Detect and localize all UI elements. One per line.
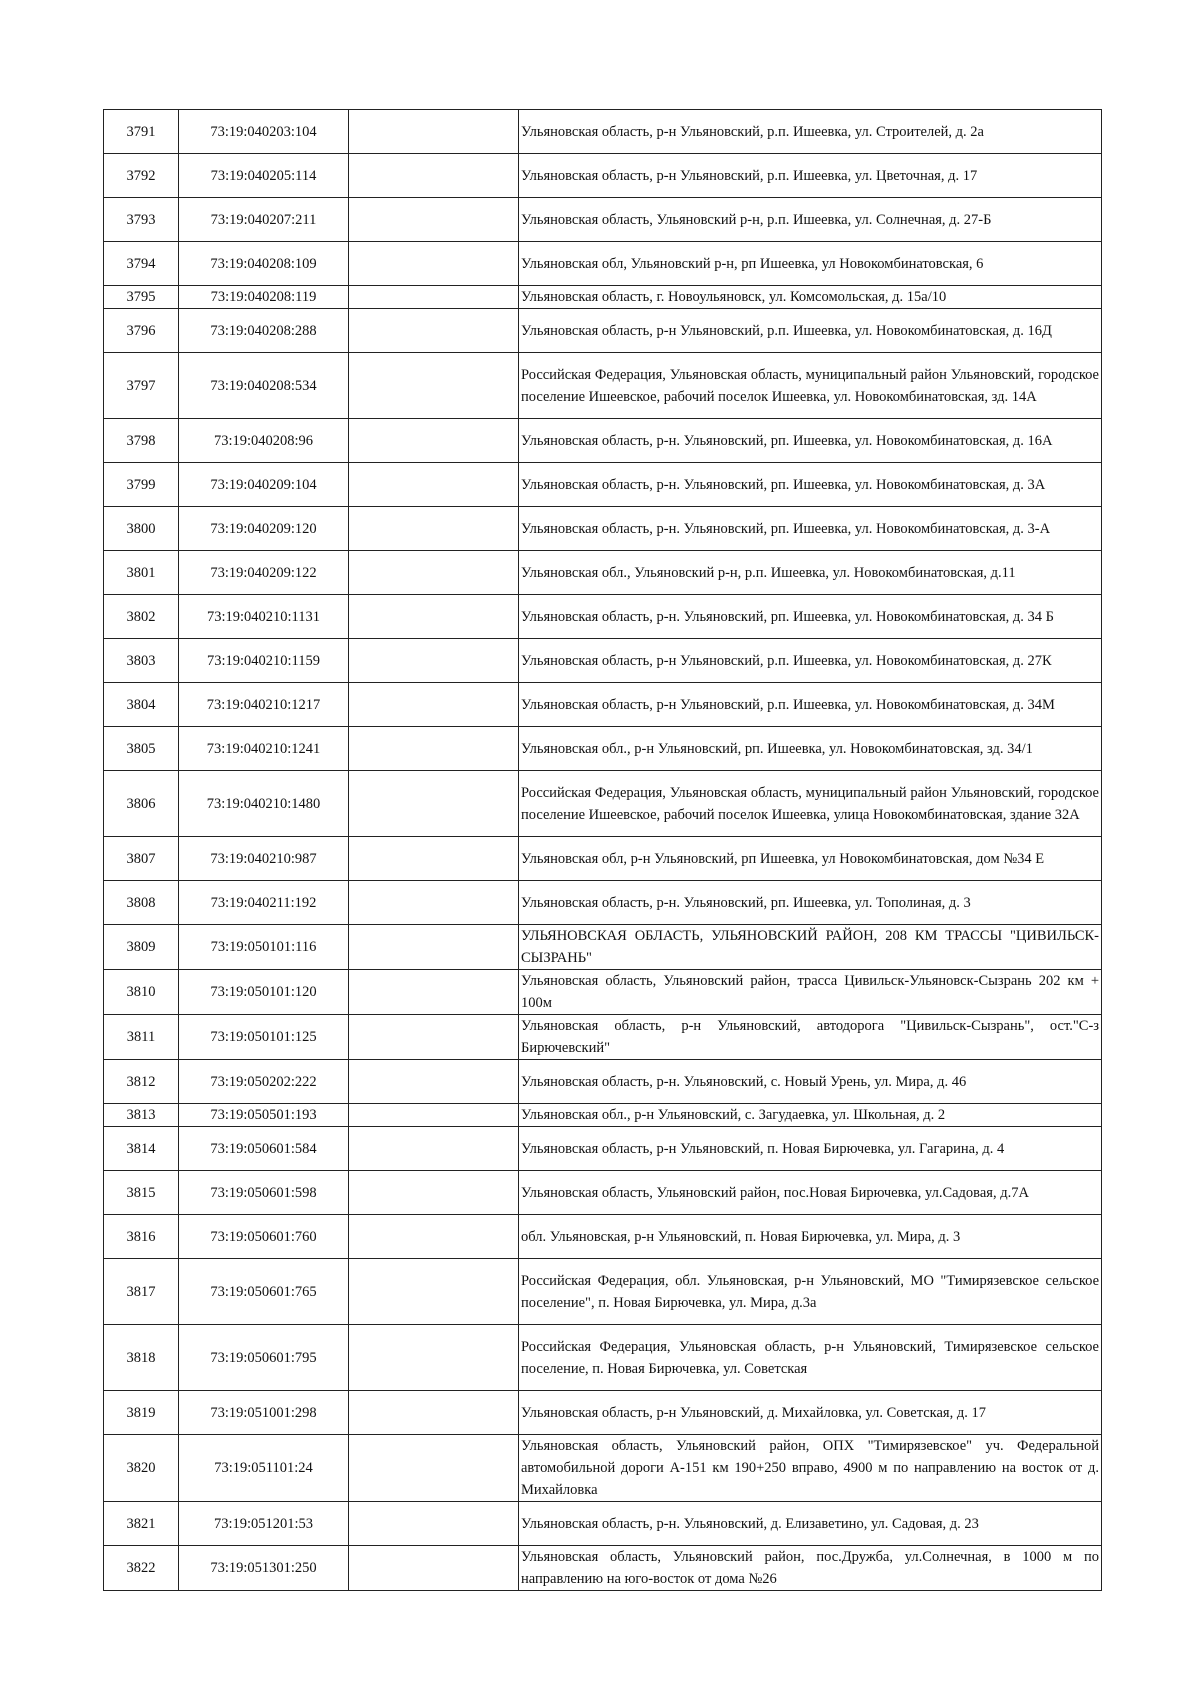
address-cell: обл. Ульяновская, р-н Ульяновский, п. Новая Бирючевка, ул. Мира, д. 3 <box>519 1215 1102 1259</box>
row-number: 3820 <box>104 1435 179 1502</box>
table-row <box>104 683 1102 727</box>
cadastral-number: 73:19:050601:598 <box>179 1171 349 1215</box>
cadastral-number: 73:19:040209:122 <box>179 551 349 595</box>
cadastral-number: 73:19:050202:222 <box>179 1060 349 1104</box>
empty-cell <box>349 881 519 925</box>
address-cell: Ульяновская область, Ульяновский район, пос.Новая Бирючевка, ул.Садовая, д.7А <box>519 1171 1102 1215</box>
table-row <box>104 639 1102 683</box>
empty-cell <box>349 353 519 419</box>
empty-cell <box>349 419 519 463</box>
table-row <box>104 970 1102 1015</box>
empty-cell <box>349 1391 519 1435</box>
cadastral-number: 73:19:040211:192 <box>179 881 349 925</box>
table-row <box>104 1060 1102 1104</box>
empty-cell <box>349 154 519 198</box>
cadastral-number: 73:19:050101:125 <box>179 1015 349 1060</box>
row-number: 3809 <box>104 925 179 970</box>
address-cell: Ульяновская обл., Ульяновский р-н, р.п. Ишеевка, ул. Новокомбинатовская, д.11 <box>519 551 1102 595</box>
cadastral-number: 73:19:051201:53 <box>179 1502 349 1546</box>
table-row <box>104 1215 1102 1259</box>
cadastral-number: 73:19:040203:104 <box>179 110 349 154</box>
empty-cell <box>349 1015 519 1060</box>
address-cell: Российская Федерация, Ульяновская область, муниципальный район Ульяновский, городское поселение Ишеевское, рабочий поселок Ишеевка, улица Новокомбинатовская, здание 32А <box>519 771 1102 837</box>
row-number: 3819 <box>104 1391 179 1435</box>
table-row <box>104 242 1102 286</box>
table-row <box>104 309 1102 353</box>
cadastral-number: 73:19:040209:104 <box>179 463 349 507</box>
row-number: 3814 <box>104 1127 179 1171</box>
empty-cell <box>349 1215 519 1259</box>
table-row <box>104 110 1102 154</box>
empty-cell <box>349 507 519 551</box>
empty-cell <box>349 286 519 309</box>
cadastral-number: 73:19:040208:534 <box>179 353 349 419</box>
cadastral-number: 73:19:040210:1241 <box>179 727 349 771</box>
cadastral-number: 73:19:050601:795 <box>179 1325 349 1391</box>
empty-cell <box>349 925 519 970</box>
empty-cell <box>349 1502 519 1546</box>
table-row <box>104 463 1102 507</box>
table-row <box>104 551 1102 595</box>
empty-cell <box>349 595 519 639</box>
cadastral-number: 73:19:040205:114 <box>179 154 349 198</box>
row-number: 3804 <box>104 683 179 727</box>
row-number: 3792 <box>104 154 179 198</box>
address-cell: Ульяновская обл., р-н Ульяновский, рп. Ишеевка, ул. Новокомбинатовская, зд. 34/1 <box>519 727 1102 771</box>
address-cell: Ульяновская область, р-н. Ульяновский, рп. Ишеевка, ул. Новокомбинатовская, д. 3-А <box>519 507 1102 551</box>
row-number: 3806 <box>104 771 179 837</box>
address-cell: Ульяновская область, р-н Ульяновский, р.п. Ишеевка, ул. Новокомбинатовская, д. 34М <box>519 683 1102 727</box>
table-body <box>104 110 1102 1591</box>
address-cell: Ульяновская область, г. Новоульяновск, ул. Комсомольская, д. 15а/10 <box>519 286 1102 309</box>
row-number: 3817 <box>104 1259 179 1325</box>
address-cell: УЛЬЯНОВСКАЯ ОБЛАСТЬ, УЛЬЯНОВСКИЙ РАЙОН, 208 КМ ТРАССЫ "ЦИВИЛЬСК-СЫЗРАНЬ" <box>519 925 1102 970</box>
address-cell: Ульяновская область, р-н. Ульяновский, рп. Ишеевка, ул. Тополиная, д. 3 <box>519 881 1102 925</box>
cadastral-number: 73:19:051301:250 <box>179 1546 349 1591</box>
address-cell: Ульяновская обл., р-н Ульяновский, с. Загудаевка, ул. Школьная, д. 2 <box>519 1104 1102 1127</box>
table-row <box>104 198 1102 242</box>
table-row <box>104 837 1102 881</box>
empty-cell <box>349 1060 519 1104</box>
empty-cell <box>349 463 519 507</box>
address-cell: Ульяновская область, Ульяновский район, пос.Дружба, ул.Солнечная, в 1000 м по направлению на юго-восток от дома №26 <box>519 1546 1102 1591</box>
cadastral-number: 73:19:051001:298 <box>179 1391 349 1435</box>
address-cell: Ульяновская область, р-н Ульяновский, р.п. Ишеевка, ул. Новокомбинатовская, д. 16Д <box>519 309 1102 353</box>
empty-cell <box>349 1259 519 1325</box>
row-number: 3810 <box>104 970 179 1015</box>
cadastral-number: 73:19:040208:96 <box>179 419 349 463</box>
row-number: 3793 <box>104 198 179 242</box>
cadastral-number: 73:19:050501:193 <box>179 1104 349 1127</box>
empty-cell <box>349 970 519 1015</box>
address-cell: Ульяновская обл, р-н Ульяновский, рп Ишеевка, ул Новокомбинатовская, дом №34 Е <box>519 837 1102 881</box>
empty-cell <box>349 837 519 881</box>
row-number: 3822 <box>104 1546 179 1591</box>
row-number: 3801 <box>104 551 179 595</box>
empty-cell <box>349 1104 519 1127</box>
table-row <box>104 1435 1102 1502</box>
table-row <box>104 1391 1102 1435</box>
address-cell: Ульяновская обл, Ульяновский р-н, рп Ишеевка, ул Новокомбинатовская, 6 <box>519 242 1102 286</box>
table-row <box>104 727 1102 771</box>
table-row <box>104 1127 1102 1171</box>
address-cell: Ульяновская область, р-н. Ульяновский, рп. Ишеевка, ул. Новокомбинатовская, д. 3А <box>519 463 1102 507</box>
table-row <box>104 925 1102 970</box>
cadastral-number: 73:19:040210:987 <box>179 837 349 881</box>
empty-cell <box>349 1325 519 1391</box>
cadastral-register-table <box>103 109 1102 1591</box>
address-cell: Ульяновская область, Ульяновский р-н, р.п. Ишеевка, ул. Солнечная, д. 27-Б <box>519 198 1102 242</box>
address-cell: Ульяновская область, р-н Ульяновский, п. Новая Бирючевка, ул. Гагарина, д. 4 <box>519 1127 1102 1171</box>
row-number: 3805 <box>104 727 179 771</box>
empty-cell <box>349 1127 519 1171</box>
row-number: 3797 <box>104 353 179 419</box>
address-cell: Ульяновская область, р-н Ульяновский, р.п. Ишеевка, ул. Новокомбинатовская, д. 27К <box>519 639 1102 683</box>
table-row <box>104 1502 1102 1546</box>
empty-cell <box>349 771 519 837</box>
empty-cell <box>349 639 519 683</box>
cadastral-number: 73:19:040208:119 <box>179 286 349 309</box>
empty-cell <box>349 198 519 242</box>
row-number: 3803 <box>104 639 179 683</box>
table-row <box>104 154 1102 198</box>
row-number: 3818 <box>104 1325 179 1391</box>
row-number: 3802 <box>104 595 179 639</box>
empty-cell <box>349 110 519 154</box>
cadastral-number: 73:19:050601:765 <box>179 1259 349 1325</box>
table-row <box>104 507 1102 551</box>
row-number: 3815 <box>104 1171 179 1215</box>
address-cell: Ульяновская область, Ульяновский район, трасса Цивильск-Ульяновск-Сызрань 202 км + 100м <box>519 970 1102 1015</box>
empty-cell <box>349 551 519 595</box>
table-row <box>104 771 1102 837</box>
table-row <box>104 286 1102 309</box>
cadastral-number: 73:19:040210:1217 <box>179 683 349 727</box>
row-number: 3816 <box>104 1215 179 1259</box>
row-number: 3794 <box>104 242 179 286</box>
table-row <box>104 1259 1102 1325</box>
table-row <box>104 353 1102 419</box>
table-row <box>104 1015 1102 1060</box>
address-cell: Ульяновская область, р-н Ульяновский, р.п. Ишеевка, ул. Строителей, д. 2а <box>519 110 1102 154</box>
cadastral-number: 73:19:040208:288 <box>179 309 349 353</box>
cadastral-number: 73:19:050601:584 <box>179 1127 349 1171</box>
table-row <box>104 1325 1102 1391</box>
table-row <box>104 419 1102 463</box>
row-number: 3798 <box>104 419 179 463</box>
cadastral-number: 73:19:050601:760 <box>179 1215 349 1259</box>
address-cell: Ульяновская область, р-н Ульяновский, автодорога "Цивильск-Сызрань", ост."С-з Бирючевский" <box>519 1015 1102 1060</box>
empty-cell <box>349 309 519 353</box>
cadastral-number: 73:19:040207:211 <box>179 198 349 242</box>
address-cell: Ульяновская область, р-н. Ульяновский, д. Елизаветино, ул. Садовая, д. 23 <box>519 1502 1102 1546</box>
row-number: 3811 <box>104 1015 179 1060</box>
cadastral-number: 73:19:040209:120 <box>179 507 349 551</box>
row-number: 3791 <box>104 110 179 154</box>
address-cell: Ульяновская область, р-н. Ульяновский, рп. Ишеевка, ул. Новокомбинатовская, д. 16А <box>519 419 1102 463</box>
row-number: 3812 <box>104 1060 179 1104</box>
address-cell: Российская Федерация, обл. Ульяновская, р-н Ульяновский, МО "Тимирязевское сельское поселение", п. Новая Бирючевка, ул. Мира, д.3а <box>519 1259 1102 1325</box>
row-number: 3796 <box>104 309 179 353</box>
row-number: 3821 <box>104 1502 179 1546</box>
row-number: 3800 <box>104 507 179 551</box>
empty-cell <box>349 1546 519 1591</box>
empty-cell <box>349 1171 519 1215</box>
row-number: 3799 <box>104 463 179 507</box>
table-row <box>104 1171 1102 1215</box>
cadastral-number: 73:19:040210:1480 <box>179 771 349 837</box>
address-cell: Российская Федерация, Ульяновская область, муниципальный район Ульяновский, городское поселение Ишеевское, рабочий поселок Ишеевка, ул. Новокомбинатовская, зд. 14А <box>519 353 1102 419</box>
row-number: 3813 <box>104 1104 179 1127</box>
cadastral-number: 73:19:050101:120 <box>179 970 349 1015</box>
cadastral-number: 73:19:050101:116 <box>179 925 349 970</box>
empty-cell <box>349 683 519 727</box>
table-row <box>104 1546 1102 1591</box>
table-row <box>104 595 1102 639</box>
table-row <box>104 1104 1102 1127</box>
address-cell: Ульяновская область, р-н Ульяновский, р.п. Ишеевка, ул. Цветочная, д. 17 <box>519 154 1102 198</box>
address-cell: Ульяновская область, Ульяновский район, ОПХ "Тимирязевское" уч. Федеральной автомобильной дороги А-151 км 190+250 вправо, 4900 м по направлению на восток от д. Михайловка <box>519 1435 1102 1502</box>
empty-cell <box>349 1435 519 1502</box>
cadastral-number: 73:19:040210:1131 <box>179 595 349 639</box>
address-cell: Ульяновская область, р-н Ульяновский, д. Михайловка, ул. Советская, д. 17 <box>519 1391 1102 1435</box>
address-cell: Ульяновская область, р-н. Ульяновский, рп. Ишеевка, ул. Новокомбинатовская, д. 34 Б <box>519 595 1102 639</box>
cadastral-number: 73:19:040210:1159 <box>179 639 349 683</box>
row-number: 3795 <box>104 286 179 309</box>
empty-cell <box>349 727 519 771</box>
row-number: 3808 <box>104 881 179 925</box>
cadastral-number: 73:19:051101:24 <box>179 1435 349 1502</box>
cadastral-number: 73:19:040208:109 <box>179 242 349 286</box>
row-number: 3807 <box>104 837 179 881</box>
empty-cell <box>349 242 519 286</box>
address-cell: Ульяновская область, р-н. Ульяновский, с. Новый Урень, ул. Мира, д. 46 <box>519 1060 1102 1104</box>
address-cell: Российская Федерация, Ульяновская область, р-н Ульяновский, Тимирязевское сельское поселение, п. Новая Бирючевка, ул. Советская <box>519 1325 1102 1391</box>
table-row <box>104 881 1102 925</box>
